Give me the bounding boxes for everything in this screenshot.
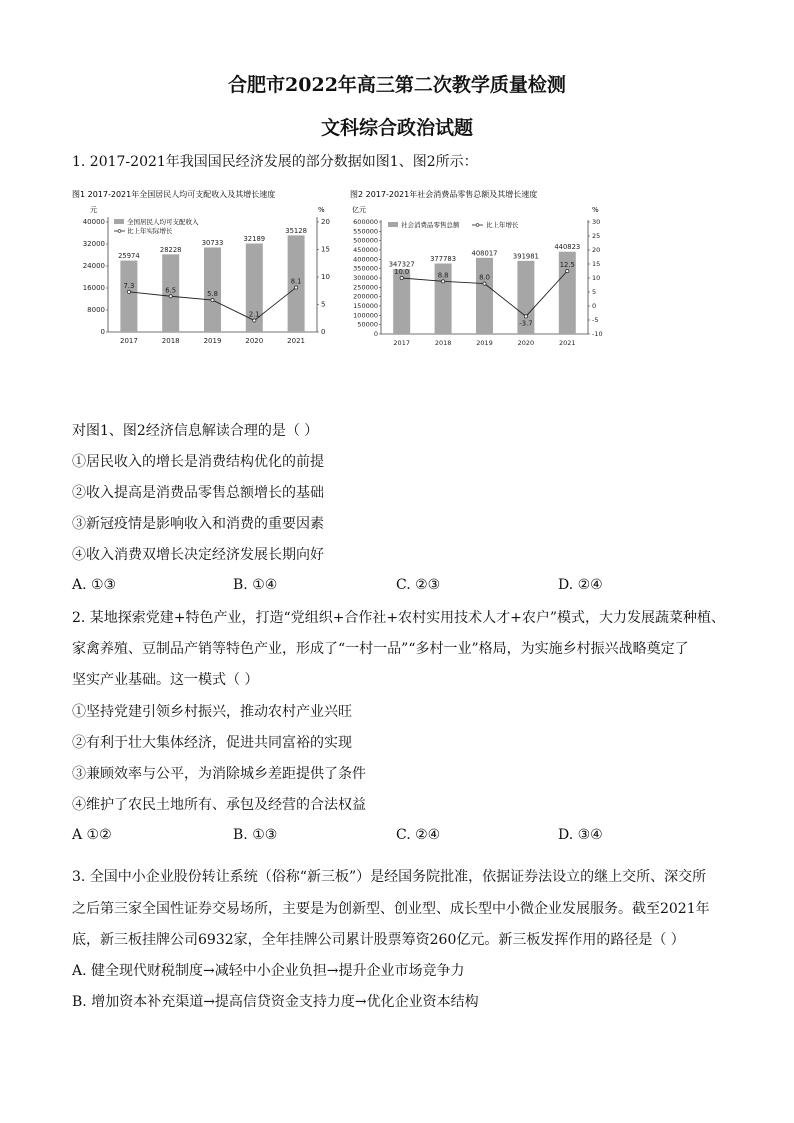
chart2-bar-label-2018: 377783 (430, 254, 457, 263)
figure1-chart (72, 182, 340, 350)
chart1-ytick-3: 24000 (82, 262, 105, 270)
chart1-y2tick-3: 15 (321, 245, 330, 254)
q1-stem: 1. 2017-2021年我国国民经济发展的部分数据如图1、图2所示： (72, 154, 478, 170)
chart2-category-2019: 2019 (476, 339, 493, 347)
q2-option-b[interactable]: B. ①③ (233, 827, 278, 843)
chart2-y2tick-8: 30 (592, 218, 601, 226)
chart1-category-2020: 2020 (245, 337, 264, 345)
chart2-y2tick-6: 20 (592, 246, 601, 254)
page-subtitle: 文科综合政治试题 (320, 117, 473, 139)
q2-statement-3: ③兼顾效率与公平，为消除城乡差距提供了条件 (72, 766, 366, 782)
chart2-ytick-8: 400000 (353, 255, 378, 264)
chart2-ytick-11: 550000 (353, 227, 378, 236)
chart2-point-2017 (400, 276, 403, 279)
chart2-ytick-7: 350000 (353, 264, 378, 273)
q1-statement-3: ③新冠疫情是影响收入和消费的重要因素 (72, 516, 324, 532)
chart1-bar-label-2018: 28228 (159, 245, 182, 254)
chart1-point-2017 (127, 290, 130, 293)
chart1-category-2017: 2017 (119, 337, 138, 345)
chart1-point-label-2017: 7.3 (123, 281, 135, 290)
q1-option-c[interactable]: C. ②③ (396, 577, 441, 593)
q3-option-b[interactable]: B. 增加资本补充渠道→提高信贷资金支持力度→优化企业资本结构 (72, 994, 479, 1010)
chart2-bar-label-2017: 347327 (388, 260, 415, 269)
chart2-point-label-2017: 10.0 (394, 268, 410, 276)
chart1-legend-bar-swatch (114, 219, 124, 224)
q2-statement-4: ④维护了农民土地所有、承包及经营的合法权益 (72, 797, 366, 813)
chart2-legend-bar-label: 社会消费品零售总额 (401, 221, 460, 229)
chart1-ytick-2: 16000 (82, 284, 105, 292)
chart2-legend-bar-swatch (388, 222, 398, 227)
q2-stem-line-2: 家禽养殖、豆制品产销等特色产业，形成了“一村一品”“多村一业”格局，为实施乡村振兴战略奠定了 (72, 641, 689, 657)
q2-option-a[interactable]: A ①② (72, 827, 112, 843)
chart2-right-unit: % (592, 206, 599, 214)
chart2-point-label-2021: 12.5 (559, 261, 575, 269)
chart1-bar-label-2020: 32189 (243, 234, 266, 243)
chart1-category-2021: 2021 (287, 337, 306, 345)
q1-question: 对图1、图2经济信息解读合理的是（ ） (72, 423, 319, 439)
chart2-point-2018 (442, 280, 445, 283)
chart2-category-2017: 2017 (393, 339, 410, 347)
figure2-chart (348, 182, 610, 350)
chart1-point-label-2021: 8.1 (290, 277, 302, 286)
chart2-ytick-12: 600000 (353, 218, 378, 226)
chart1-bar-label-2019: 30733 (201, 238, 224, 247)
chart1-legend-line-label: 比上年实际增长 (127, 227, 173, 235)
chart2-y2tick-4: 10 (592, 274, 601, 282)
chart2-point-2021 (566, 269, 569, 272)
q2-statement-1: ①坚持党建引领乡村振兴，推动农村产业兴旺 (72, 704, 352, 720)
chart1-y2tick-1: 5 (321, 300, 326, 309)
chart1-point-label-2018: 6.5 (165, 286, 177, 295)
chart2-ytick-1: 50000 (357, 320, 378, 329)
chart2-ytick-3: 150000 (353, 302, 378, 310)
chart1-category-2018: 2018 (161, 337, 180, 345)
chart2-y2tick-3: 5 (592, 288, 597, 296)
chart2-point-2020 (524, 315, 527, 318)
chart1-point-2019 (211, 299, 214, 302)
chart2-category-2018: 2018 (434, 339, 452, 347)
q2-option-d[interactable]: D. ③④ (558, 827, 603, 843)
chart2-y2tick-5: 15 (592, 260, 601, 268)
chart2-point-label-2020: -3.7 (519, 319, 533, 328)
chart1-y2tick-2: 10 (321, 273, 330, 281)
q3-stem-line-2: 之后第三家全国性证券交易场所，主要是为创新型、创业型、成长型中小微企业发展服务。截至2021年 (72, 901, 710, 917)
chart2-bar-label-2020: 391981 (512, 252, 539, 261)
chart1-bar-label-2017: 25974 (118, 252, 140, 261)
chart1-point-label-2020: 2.1 (248, 310, 260, 319)
chart2-bar-2019 (476, 258, 493, 334)
q1-option-a[interactable]: A. ①③ (72, 577, 117, 593)
chart2-y2tick-1: -5 (592, 316, 599, 324)
chart2-legend-line-label: 比上年增长 (486, 221, 519, 229)
chart1-bar-2017 (120, 261, 137, 332)
q1-statement-1: ①居民收入的增长是消费结构优化的前提 (72, 454, 324, 470)
chart1-category-2019: 2019 (203, 337, 222, 345)
chart1-y2tick-4: 20 (321, 218, 330, 226)
chart2-bar-label-2021: 440823 (554, 243, 581, 252)
q2-option-c[interactable]: C. ②④ (396, 827, 441, 843)
chart1-ytick-1: 8000 (87, 306, 105, 314)
chart2-ytick-9: 450000 (353, 246, 378, 254)
chart1-legend-bar-label: 全国居民人均可支配收入 (127, 218, 199, 226)
chart2-point-label-2018: 8.8 (437, 271, 449, 280)
q3-option-a[interactable]: A. 健全现代财税制度→减轻中小企业负担→提升企业市场竞争力 (72, 963, 465, 979)
chart1-left-unit: 元 (90, 206, 97, 214)
chart1-y2tick-0: 0 (321, 328, 326, 336)
q1-option-d[interactable]: D. ②④ (558, 577, 603, 593)
q3-stem-line-3: 底，新三板挂牌公司6932家，全年挂牌公司累计股票筹资260亿元。新三板发挥作用的路径是（ ） (72, 932, 685, 948)
chart1-title: 图1 2017-2021年全国居民人均可支配收入及其增长速度 (72, 190, 276, 199)
chart1-point-label-2019: 5.8 (207, 290, 218, 299)
chart2-y2tick-7: 25 (592, 232, 601, 240)
chart2-bar-label-2019: 408017 (471, 249, 498, 258)
chart2-point-2019 (483, 282, 486, 285)
chart2-ytick-6: 300000 (353, 274, 378, 282)
chart1-bar-label-2021: 35128 (285, 226, 307, 235)
chart1-ytick-4: 32000 (82, 240, 105, 248)
chart2-ytick-4: 200000 (353, 292, 378, 301)
page-title: 合肥市2022年高三第二次教学质量检测 (228, 74, 566, 96)
chart1-point-2020 (253, 319, 256, 322)
chart2-ytick-5: 250000 (353, 283, 378, 292)
chart2-title: 图2 2017-2021年社会消费品零售总额及其增长速度 (350, 190, 538, 199)
chart2-ytick-10: 500000 (353, 236, 378, 245)
q2-stem-line-1: 2. 某地探索党建+特色产业，打造“党组织+合作社+农村实用技术人才+农户”模式，大力发展蔬菜种植、 (72, 610, 726, 626)
q1-option-b[interactable]: B. ①④ (233, 577, 278, 593)
chart1-ytick-0: 0 (100, 328, 105, 336)
chart1-ytick-5: 40000 (82, 218, 105, 226)
q2-statement-2: ②有利于壮大集体经济，促进共同富裕的实现 (72, 735, 352, 751)
chart2-ytick-0: 0 (373, 330, 378, 338)
chart2-y2tick-0: -10 (592, 330, 603, 338)
q3-stem-line-1: 3. 全国中小企业股份转让系统（俗称“新三板”）是经国务院批准，依据证券法设立的继上交所、深交所 (72, 869, 707, 885)
q1-statement-4: ④收入消费双增长决定经济发展长期向好 (72, 547, 324, 563)
chart2-point-label-2019: 8.0 (479, 273, 490, 282)
chart2-y2tick-2: 0 (592, 302, 597, 310)
q1-statement-2: ②收入提高是消费品零售总额增长的基础 (72, 485, 324, 501)
chart2-category-2020: 2020 (517, 339, 535, 347)
chart2-left-unit: 亿元 (352, 206, 366, 214)
chart1-point-2018 (169, 295, 172, 298)
q2-stem-line-3: 坚实产业基础。这一模式（ ） (72, 672, 259, 688)
chart1-right-unit: % (318, 206, 325, 214)
chart2-ytick-2: 100000 (353, 311, 378, 320)
chart2-category-2021: 2021 (559, 339, 576, 347)
chart1-point-2021 (295, 286, 298, 289)
